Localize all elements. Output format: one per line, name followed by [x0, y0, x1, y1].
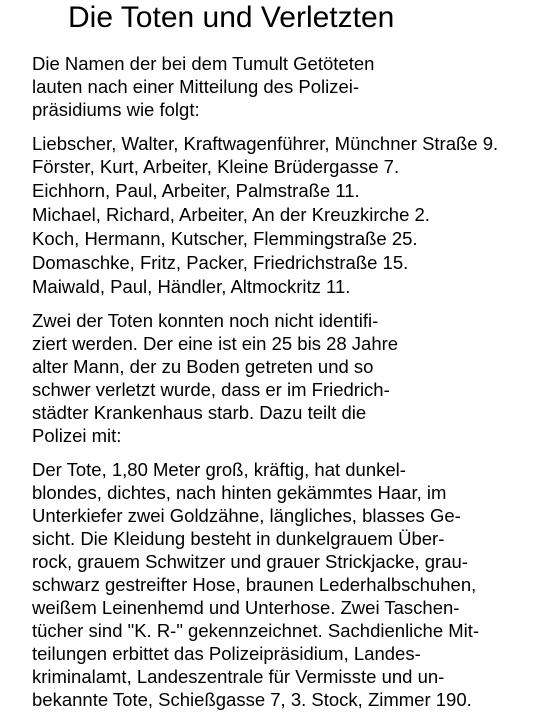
paragraph-line: Der Tote, 1,80 Meter groß, kräftig, hat dunkel- — [32, 459, 406, 480]
paragraph-line: schwer verletzt wurde, dass er im Friedrich- — [32, 379, 390, 400]
intro-line: lauten nach einer Mitteilung des Polizei- — [32, 76, 360, 97]
paragraph-line: ziert werden. Der eine ist ein 25 bis 28 Jahre — [32, 333, 399, 354]
intro-line: Die Namen der bei dem Tumult Getöteten — [32, 53, 375, 74]
name-entry: Eichhorn, Paul, Arbeiter, Palmstraße 11. — [32, 180, 360, 201]
name-entry: Koch, Hermann, Kutscher, Flemmingstraße 25. — [32, 228, 418, 249]
paragraph-line: tücher sind "K. R-" gekennzeichnet. Sachdienliche Mit- — [32, 620, 480, 641]
name-entry: Liebscher, Walter, Kraftwagenführer, Münchner Straße 9. — [32, 133, 499, 154]
paragraph-line: Unterkiefer zwei Goldzähne, längliches, blasses Ge- — [32, 505, 461, 526]
paragraph-line: weißem Leinenhemd und Unterhose. Zwei Taschen- — [32, 597, 460, 618]
article-title: Die Toten und Verletzten — [68, 1, 395, 34]
paragraph-line: Zwei der Toten konnten noch nicht identifi- — [32, 310, 379, 331]
paragraph-line: bekannte Tote, Schießgasse 7, 3. Stock, Zimmer 190. — [32, 689, 472, 710]
paragraph-line: teilungen erbittet das Polizeipräsidium, Landes- — [32, 643, 421, 664]
name-entry: Förster, Kurt, Arbeiter, Kleine Brüdergasse 7. — [32, 156, 400, 177]
paragraph-line: rock, grauem Schwitzer und grauer Strickjacke, grau- — [32, 551, 468, 572]
paragraph-line: alter Mann, der zu Boden getreten und so — [32, 356, 374, 377]
name-entry: Domaschke, Fritz, Packer, Friedrichstraße 15. — [32, 252, 409, 273]
paragraph-line: kriminalamt, Landeszentrale für Vermisste und un- — [32, 666, 445, 687]
paragraph-line: Polizei mit: — [32, 425, 122, 446]
intro-line: präsidiums wie folgt: — [32, 99, 200, 120]
paragraph-line: sicht. Die Kleidung besteht in dunkelgrauem Über- — [32, 528, 445, 549]
name-entry: Maiwald, Paul, Händler, Altmockritz 11. — [32, 276, 351, 297]
paragraph-line: schwarz gestreifter Hose, braunen Lederhalbschuhen, — [32, 574, 477, 595]
name-entry: Michael, Richard, Arbeiter, An der Kreuzkirche 2. — [32, 204, 430, 225]
paragraph-line: städter Krankenhaus starb. Dazu teilt die — [32, 402, 367, 423]
paragraph-line: blondes, dichtes, nach hinten gekämmtes Haar, im — [32, 482, 447, 503]
